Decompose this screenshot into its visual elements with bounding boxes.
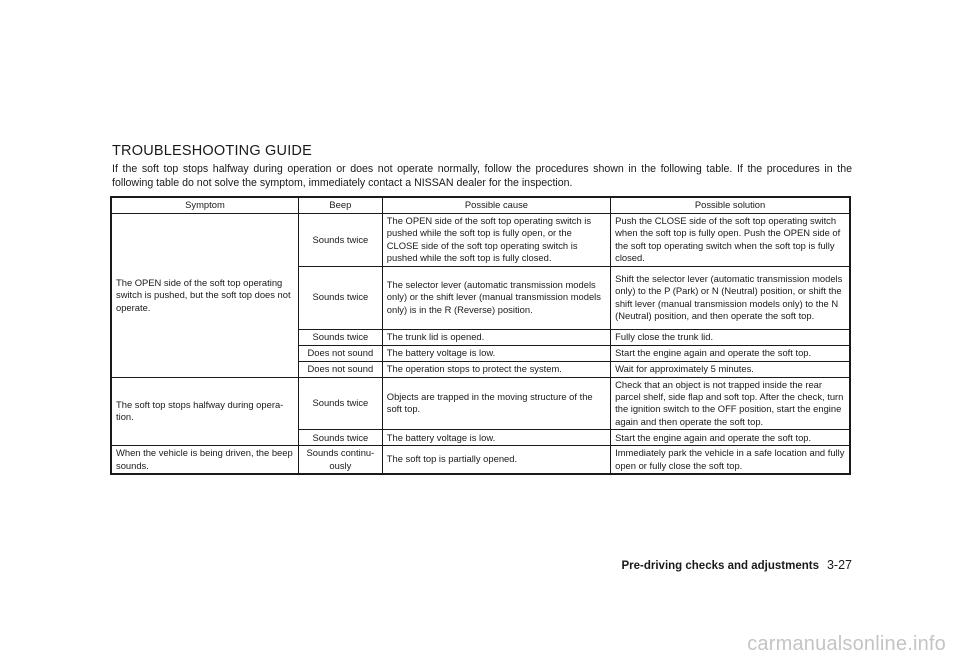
solution-cell: Start the engine again and operate the soft top.	[611, 430, 850, 446]
footer-section-title: Pre-driving checks and adjustments	[621, 560, 819, 572]
page-number: 3-27	[826, 558, 852, 572]
symptom-cell: When the vehicle is being driven, the beep sounds.	[111, 446, 298, 474]
beep-cell: Sounds twice	[298, 430, 382, 446]
cause-cell: The battery voltage is low.	[382, 345, 610, 361]
solution-cell: Push the CLOSE side of the soft top operating switch when the soft top is fully open. Push the OPEN side of the soft top operating switch when the soft top is fully closed.	[611, 214, 850, 267]
cause-cell: The selector lever (automatic transmission models only) or the shift lever (manual transmission models only) is in the R (Reverse) position.	[382, 266, 610, 329]
cause-cell: The operation stops to protect the system.	[382, 361, 610, 377]
beep-cell: Sounds twice	[298, 214, 382, 267]
solution-cell: Immediately park the vehicle in a safe location and fully open or fully close the soft top.	[611, 446, 850, 474]
page-title: TROUBLESHOOTING GUIDE	[112, 143, 312, 159]
cause-cell: Objects are trapped in the moving structure of the soft top.	[382, 377, 610, 430]
beep-cell: Sounds twice	[298, 329, 382, 345]
solution-cell: Check that an object is not trapped inside the rear parcel shelf, side flap and soft top. After the check, turn the ignition switch to the OFF position, start the engine again and then operate the soft top.	[611, 377, 850, 430]
solution-cell: Shift the selector lever (automatic transmission models only) to the P (Park) or N (Neutral) position, or shift the shift lever (manual transmission models only) to the N (Neutral) position, and then operate the soft top.	[611, 266, 850, 329]
header-possible-cause: Possible cause	[382, 197, 610, 214]
symptom-cell: The OPEN side of the soft top operating switch is pushed, but the soft top does not operate.	[111, 214, 298, 378]
cause-cell: The OPEN side of the soft top operating switch is pushed while the soft top is fully open, or the CLOSE side of the soft top operating switch is pushed while the soft top is fully closed.	[382, 214, 610, 267]
header-beep: Beep	[298, 197, 382, 214]
solution-cell: Start the engine again and operate the soft top.	[611, 345, 850, 361]
troubleshooting-table	[110, 196, 851, 475]
table-row	[111, 214, 850, 267]
cause-cell: The trunk lid is opened.	[382, 329, 610, 345]
intro-paragraph: If the soft top stops halfway during operation or does not operate normally, follow the procedures shown in the following table. If the procedures in the following table do not solve the symptom, immediately contact a NISSAN dealer for the inspection.	[112, 163, 852, 189]
symptom-cell: The soft top stops halfway during opera-tion.	[111, 377, 298, 446]
solution-cell: Fully close the trunk lid.	[611, 329, 850, 345]
beep-cell: Sounds continu-ously	[298, 446, 382, 474]
header-symptom: Symptom	[111, 197, 298, 214]
solution-cell: Wait for approximately 5 minutes.	[611, 361, 850, 377]
table-row	[111, 446, 850, 474]
beep-cell: Does not sound	[298, 361, 382, 377]
beep-cell: Sounds twice	[298, 266, 382, 329]
header-possible-solution: Possible solution	[611, 197, 850, 214]
cause-cell: The soft top is partially opened.	[382, 446, 610, 474]
table-header-row	[111, 197, 850, 214]
table-row	[111, 377, 850, 430]
watermark: carmanualsonline.info	[747, 633, 946, 655]
page-footer	[621, 558, 852, 572]
cause-cell: The battery voltage is low.	[382, 430, 610, 446]
beep-cell: Does not sound	[298, 345, 382, 361]
beep-cell: Sounds twice	[298, 377, 382, 430]
